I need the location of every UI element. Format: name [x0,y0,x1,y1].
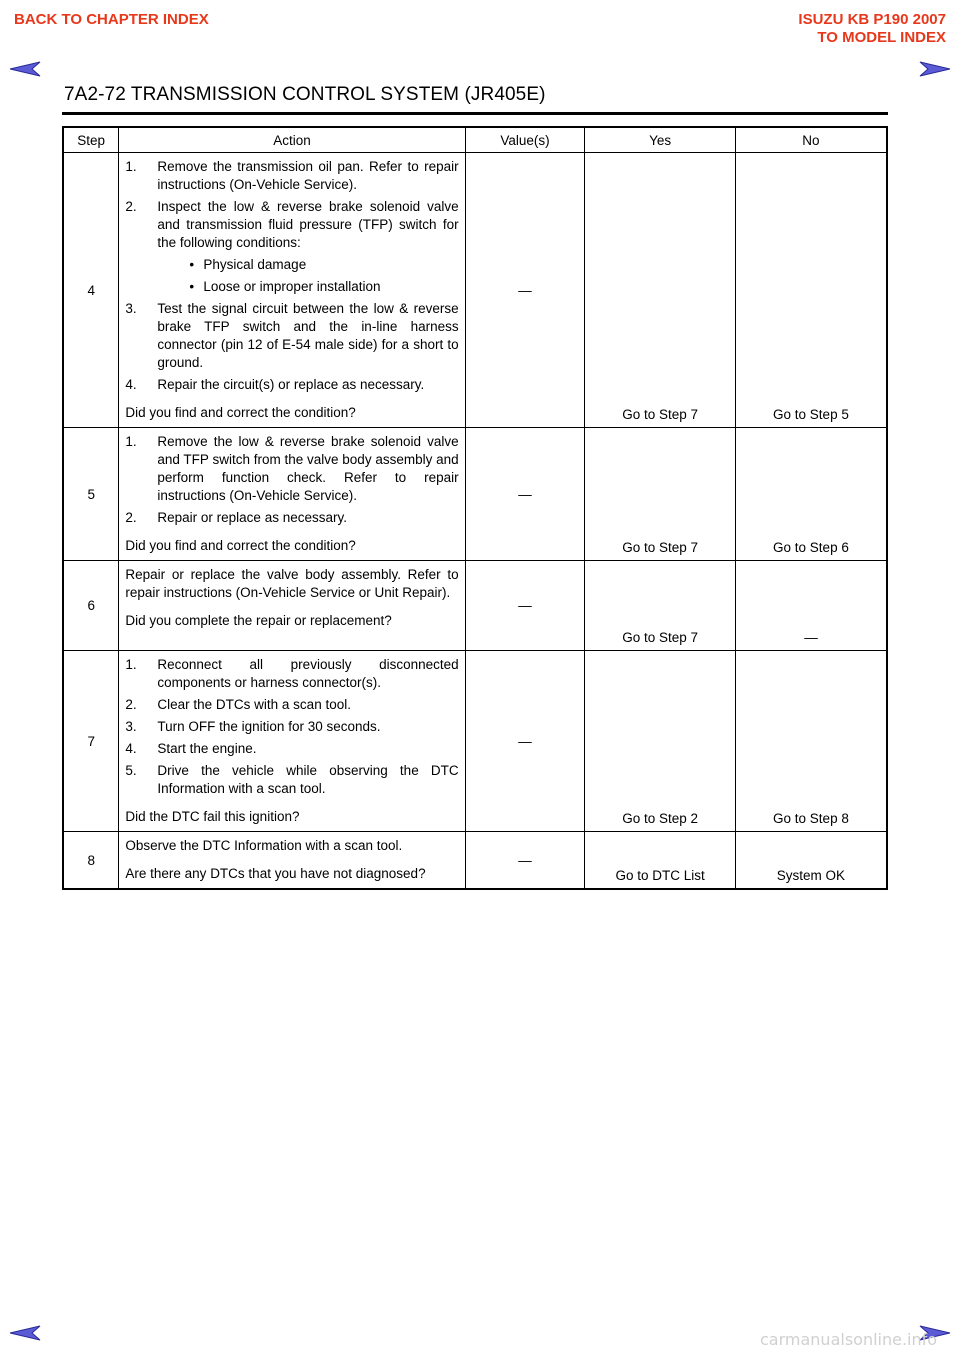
action-cell [119,153,465,428]
action-cell [119,651,465,832]
item-text: Test the signal circuit between the low & reverse brake TFP switch and the in-line harness connector (pin 12 of E-54 male side) for a short to ground. [157,301,459,370]
item-number: 3. [125,301,137,316]
item-number: 2. [125,510,137,525]
step-question: Did you find and correct the condition? [125,405,356,420]
action-cell [119,832,465,890]
header-action: Action [119,127,465,153]
bullet-icon: • [189,279,195,294]
step-question: Did you find and correct the condition? [125,538,356,553]
watermark: carmanualsonline.info [760,1330,938,1349]
step-question: Are there any DTCs that you have not diagnosed? [125,866,426,881]
item-number: 1. [125,434,137,449]
header-divider [62,112,888,115]
action-item [125,762,458,798]
item-number: 5. [125,763,137,778]
step-number: 7 [63,651,119,832]
value-cell: — [465,832,585,890]
model-index-block [798,11,946,47]
item-number: 1. [125,159,137,174]
table-header-row [63,127,887,153]
item-text: Turn OFF the ignition for 30 seconds. [157,719,381,734]
step-number: 8 [63,832,119,890]
header-yes: Yes [585,127,736,153]
item-text: Remove the low & reverse brake solenoid valve and TFP switch from the valve body assembly and perform function check. Refer to repair instructions (On-Vehicle Service). [157,434,459,503]
action-item [125,278,458,296]
item-text: Drive the vehicle while observing the DTC Information with a scan tool. [157,763,459,796]
table-row [63,651,887,832]
step-question: Did the DTC fail this ignition? [125,809,300,824]
action-item [125,256,458,274]
action-item [125,509,458,527]
action-cell [119,561,465,651]
item-text: Clear the DTCs with a scan tool. [157,697,351,712]
previous-page-arrow-icon-bottom[interactable] [8,1324,42,1342]
item-number: 2. [125,199,137,214]
yes-result: Go to Step 7 [585,428,736,561]
item-text: Repair or replace as necessary. [157,510,347,525]
value-cell: — [465,153,585,428]
item-number: 3. [125,719,137,734]
back-to-chapter-index-link[interactable]: BACK TO CHAPTER INDEX [14,11,209,28]
yes-result: Go to Step 7 [585,153,736,428]
no-result: Go to Step 6 [735,428,887,561]
value-cell: — [465,428,585,561]
action-item [125,740,458,758]
yes-result: Go to Step 2 [585,651,736,832]
action-text: Observe the DTC Information with a scan tool. [125,838,403,853]
item-text: Start the engine. [157,741,257,756]
header-no: No [735,127,887,153]
no-result: System OK [735,832,887,890]
step-number: 4 [63,153,119,428]
table-row [63,561,887,651]
diagnostic-steps-table [62,126,888,890]
action-item [125,696,458,714]
table-row [63,153,887,428]
item-text: Reconnect all previously disconnected components or harness connector(s). [157,657,459,690]
header-values: Value(s) [465,127,585,153]
table-row [63,832,887,890]
action-cell [119,428,465,561]
bullet-icon: • [189,257,195,272]
item-text: Repair the circuit(s) or replace as necessary. [157,377,425,392]
action-item [125,376,458,394]
header-step: Step [63,127,119,153]
no-result: — [735,561,887,651]
yes-result: Go to Step 7 [585,561,736,651]
step-question: Did you complete the repair or replacement? [125,613,392,628]
action-item [125,718,458,736]
step-number: 5 [63,428,119,561]
action-item [125,656,458,692]
model-title: ISUZU KB P190 2007 [798,11,946,28]
bullet-text: Physical damage [203,257,307,272]
previous-page-arrow-icon[interactable] [8,60,42,78]
table-row [63,428,887,561]
table-body [63,153,887,890]
step-number: 6 [63,561,119,651]
action-item [125,300,458,372]
item-number: 2. [125,697,137,712]
action-item [125,198,458,252]
value-cell: — [465,651,585,832]
item-number: 4. [125,741,137,756]
item-number: 4. [125,377,137,392]
yes-result: Go to DTC List [585,832,736,890]
no-result: Go to Step 8 [735,651,887,832]
action-text: Repair or replace the valve body assembly. Refer to repair instructions (On-Vehicle Service or Unit Repair). [125,567,459,600]
next-page-arrow-icon[interactable] [918,60,952,78]
item-text: Inspect the low & reverse brake solenoid valve and transmission fluid pressure (TFP) switch for the following conditions: [157,199,459,250]
value-cell: — [465,561,585,651]
page-title: 7A2-72 TRANSMISSION CONTROL SYSTEM (JR405E) [64,84,546,105]
to-model-index-link[interactable]: TO MODEL INDEX [817,29,946,46]
item-number: 1. [125,657,137,672]
item-text: Remove the transmission oil pan. Refer to repair instructions (On-Vehicle Service). [157,159,459,192]
bullet-text: Loose or improper installation [203,279,381,294]
action-item [125,158,458,194]
no-result: Go to Step 5 [735,153,887,428]
action-item [125,433,458,505]
